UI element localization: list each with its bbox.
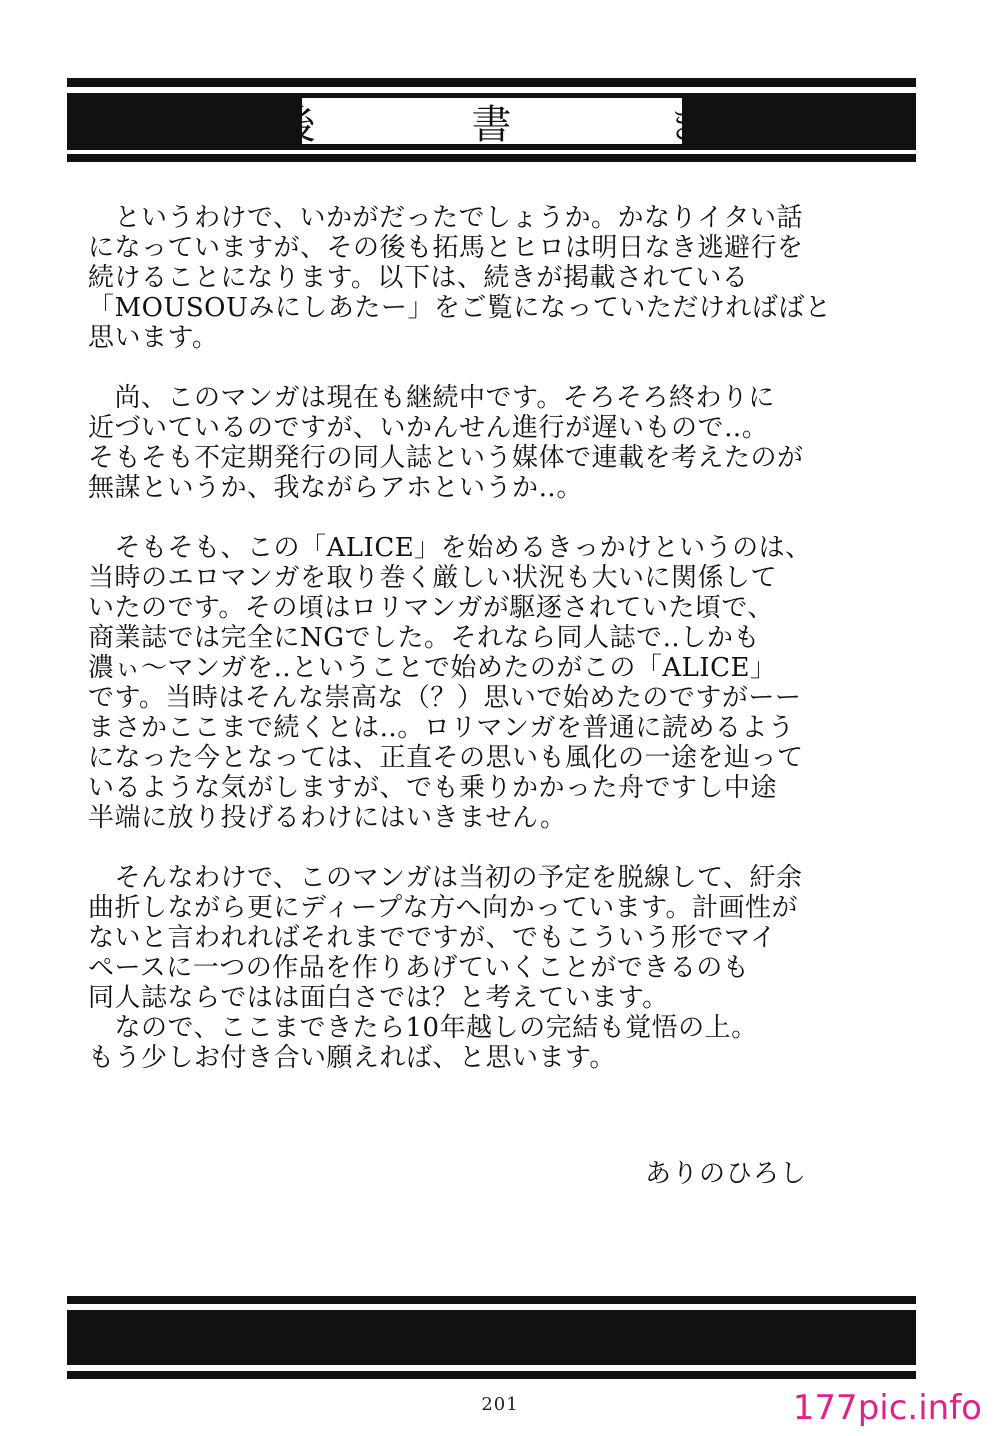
text-line: ペースに一つの作品を作りあげていくことができるのも [88, 953, 750, 983]
site-watermark: 177pic.info [792, 1388, 982, 1428]
text-line: なので、ここまできたら10年越しの完結も覚悟の上。 [88, 1013, 758, 1043]
text-line: そもそも不定期発行の同人誌という媒体で連載を考えたのが [88, 443, 804, 473]
page-title: 後 書 き [275, 101, 766, 148]
text-line: そんなわけで、このマンガは当初の予定を脱線して、紆余 [88, 863, 803, 893]
text-line: 曲折しながら更にディープな方へ向かっています。計画性が [88, 893, 799, 923]
header-frame [67, 78, 916, 162]
header-title-bar [67, 93, 916, 150]
paragraph-4 [88, 863, 888, 1073]
paragraph-gap [88, 353, 888, 383]
author-signature: ありのひろし [645, 1159, 808, 1189]
text-line: 思います。 [88, 323, 219, 353]
text-line: もう少しお付き合い願えれば、と思います。 [88, 1043, 616, 1073]
text-line: 濃ぃ〜マンガを‥ということで始めたのがこの「ALICE」 [88, 653, 777, 683]
footer-bottom-rule [67, 1371, 916, 1379]
header-top-rule [67, 78, 916, 87]
footer-top-rule [67, 1296, 916, 1304]
text-line: まさかここまで続くとは‥。ロリマンガを普通に読めるよう [88, 713, 795, 743]
paragraph-3 [88, 533, 888, 833]
page-number: 201 [481, 1394, 519, 1415]
paragraph-2 [88, 383, 888, 503]
afterword-body [88, 203, 888, 1073]
text-line: いるような気がしますが、でも乗りかかった舟ですし中途 [88, 773, 778, 803]
footer-frame [67, 1296, 916, 1379]
text-line: そもそも、この「ALICE」を始めるきっかけというのは、 [88, 533, 812, 563]
text-line: になった今となっては、正直その思いも風化の一途を辿って [88, 743, 804, 773]
text-line: 続けることになります。以下は、続きが掲載されている [88, 263, 749, 293]
paragraph-gap [88, 833, 888, 863]
text-line: 「MOUSOUみにしあたー」をご覧になっていただければばと [88, 293, 832, 323]
header-bottom-rule [67, 154, 916, 162]
paragraph-gap [88, 503, 888, 533]
text-line: いたのです。その頃はロリマンガが駆逐されていた頃で、 [88, 593, 774, 623]
text-line: 近づいているのですが、いかんせん進行が遅いもので‥。 [88, 413, 769, 443]
paragraph-1 [88, 203, 888, 353]
text-line: です。当時はそんな崇高な（？）思いで始めたのですがーー [88, 683, 802, 713]
text-line: 商業誌では完全にNGでした。それなら同人誌で‥しかも [88, 623, 760, 653]
title-box [275, 98, 766, 148]
text-line: 尚、このマンガは現在も継続中です。そろそろ終わりに [88, 383, 775, 413]
text-line: になっていますが、その後も拓馬とヒロは明日なき逃避行を [88, 233, 804, 263]
text-line: というわけで、いかがだったでしょうか。かなりイタい話 [88, 203, 803, 233]
footer-bar [67, 1310, 916, 1365]
text-line: ないと言われればそれまでですが、でもこういう形でマイ [88, 923, 777, 953]
text-line: 半端に放り投げるわけにはいきません。 [88, 803, 567, 833]
text-line: 当時のエロマンガを取り巻く厳しい状況も大いに関係して [88, 563, 778, 593]
text-line: 同人誌ならではは面白さでは？と考えています。 [88, 983, 669, 1013]
text-line: 無謀というか、我ながらアホというか‥。 [88, 473, 583, 503]
